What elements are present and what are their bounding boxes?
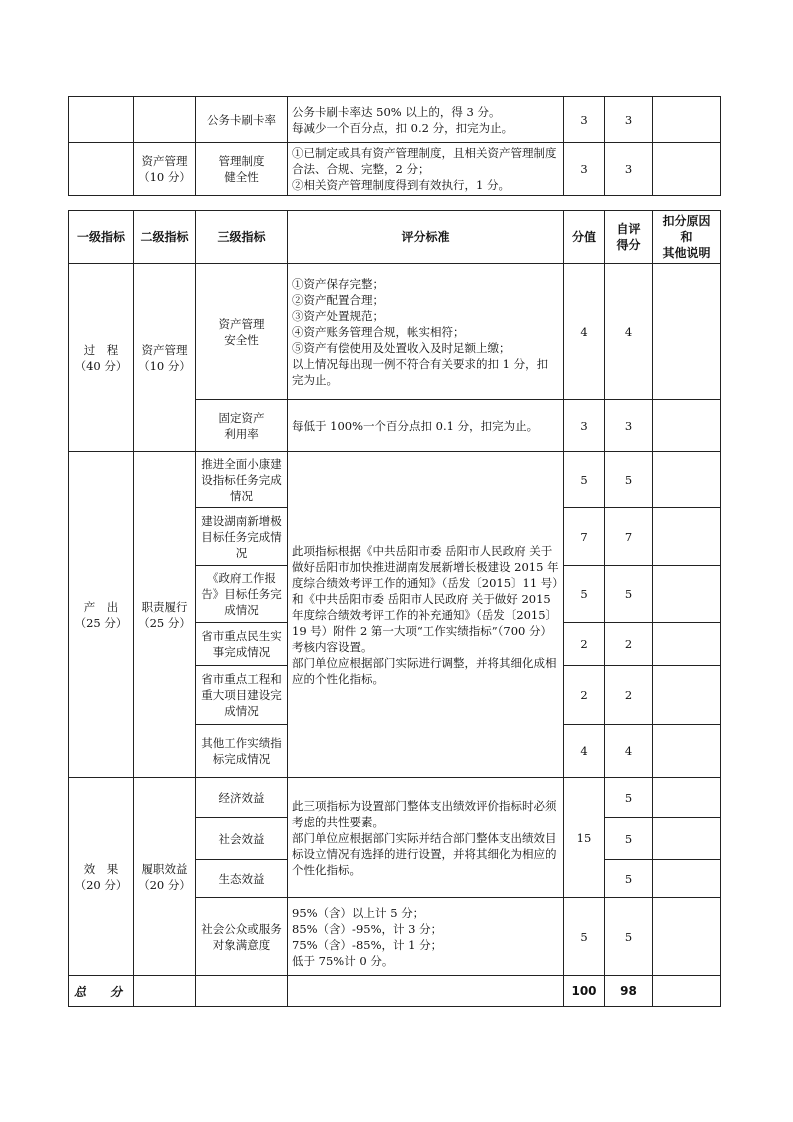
criteria-cell: 每低于 100%一个百分点扣 0.1 分，扣完为止。	[288, 400, 564, 452]
l2-duty: 职责履行 （25 分）	[134, 452, 196, 778]
l3-cell: 生态效益	[196, 860, 288, 898]
total-label: 总 分	[69, 976, 134, 1007]
criteria-cell: ①资产保存完整； ②资产配置合理； ③资产处置规范； ④资产账务管理合规，帐实相符； ⑤资产有偿使用及处置收入及时足额上缴； 以上情况每出现一例不符合有关要求的扣 1 分，扣完为止。	[288, 264, 564, 400]
score-cell: 15	[564, 778, 605, 898]
table-row	[69, 452, 721, 508]
self-score-cell: 3	[605, 400, 653, 452]
self-score-cell: 5	[605, 452, 653, 508]
l3-cell: 社会效益	[196, 818, 288, 860]
total-row	[69, 976, 721, 1007]
score-cell: 2	[564, 623, 605, 666]
header-criteria: 评分标准	[288, 211, 564, 264]
criteria-cell: 此三项指标为设置部门整体支出绩效评价指标时必须考虑的共性要素。 部门单位应根据部门实际并结合部门整体支出绩效目标设立情况有选择的进行设置，并将其细化为相应的个性化指标。	[288, 778, 564, 898]
l3-cell: 建设湖南新增极目标任务完成情况	[196, 508, 288, 566]
self-score-cell: 5	[605, 566, 653, 623]
self-score-cell: 2	[605, 623, 653, 666]
l1-process: 过 程 （40 分）	[69, 264, 134, 452]
self-score-cell: 4	[605, 725, 653, 778]
l3-cell: 社会公众或服务对象满意度	[196, 898, 288, 976]
self-score-cell: 2	[605, 666, 653, 725]
score-cell: 3	[564, 400, 605, 452]
criteria-cell: 95%（含）以上计 5 分； 85%（含）-95%，计 3 分； 75%（含）-85%，计 1 分； 低于 75%计 0 分。	[288, 898, 564, 976]
header-notes: 扣分原因和 其他说明	[653, 211, 721, 264]
self-score-cell: 3	[605, 143, 653, 196]
top-table	[68, 96, 721, 196]
score-cell: 4	[564, 725, 605, 778]
l3-cell: 经济效益	[196, 778, 288, 818]
l3-cell: 固定资产 利用率	[196, 400, 288, 452]
l3-cell: 其他工作实绩指标完成情况	[196, 725, 288, 778]
main-table	[68, 210, 721, 1007]
table-row	[69, 264, 721, 400]
header-self-score: 自评 得分	[605, 211, 653, 264]
l1-output: 产 出 （25 分）	[69, 452, 134, 778]
self-score-cell: 5	[605, 818, 653, 860]
table-row	[69, 778, 721, 818]
score-cell: 3	[564, 97, 605, 143]
header-l2: 二级指标	[134, 211, 196, 264]
criteria-cell: 公务卡刷卡率达 50% 以上的，得 3 分。 每减少一个百分点，扣 0.2 分，扣完为止。	[288, 97, 564, 143]
criteria-cell: ①已制定或具有资产管理制度，且相关资产管理制度合法、合规、完整，2 分； ②相关资产管理制度得到有效执行，1 分。	[288, 143, 564, 196]
score-cell: 5	[564, 566, 605, 623]
total-self-score: 98	[605, 976, 653, 1007]
self-score-cell: 7	[605, 508, 653, 566]
l3-cell: 省市重点工程和重大项目建设完成情况	[196, 666, 288, 725]
table-row	[69, 143, 721, 196]
self-score-cell: 3	[605, 97, 653, 143]
self-score-cell: 5	[605, 898, 653, 976]
l3-cell: 资产管理 安全性	[196, 264, 288, 400]
score-cell: 4	[564, 264, 605, 400]
score-cell: 3	[564, 143, 605, 196]
header-score: 分值	[564, 211, 605, 264]
criteria-cell: 此项指标根据《中共岳阳市委 岳阳市人民政府 关于做好岳阳市加快推进湖南发展新增长极建设 2015 年度综合绩效考评工作的通知》（岳发〔2015〕11 号）和《中共岳阳市委 岳阳市人民政府 关于做好 2015 年度综合绩效考评工作的补充通知》（岳发〔2015〕19 号）附件 2 第一大项“工作实绩指标”（700 分）考核内容设置。 部门单位应根据部门实际进行调整，并将其细化成相应的个性化指标。	[288, 452, 564, 778]
header-row	[69, 211, 721, 264]
l3-cell: 省市重点民生实事完成情况	[196, 623, 288, 666]
header-l1: 一级指标	[69, 211, 134, 264]
self-score-cell: 4	[605, 264, 653, 400]
l1-effect: 效 果 （20 分）	[69, 778, 134, 976]
score-cell: 2	[564, 666, 605, 725]
l2-cell: 资产管理 （10 分）	[134, 143, 196, 196]
score-cell: 5	[564, 898, 605, 976]
l3-cell: 管理制度 健全性	[196, 143, 288, 196]
table-row	[69, 97, 721, 143]
l3-cell: 公务卡刷卡率	[196, 97, 288, 143]
l3-cell: 推进全面小康建设指标任务完成情况	[196, 452, 288, 508]
header-l3: 三级指标	[196, 211, 288, 264]
l3-cell: 《政府工作报告》目标任务完成情况	[196, 566, 288, 623]
score-cell: 5	[564, 452, 605, 508]
self-score-cell: 5	[605, 778, 653, 818]
l2-benefit: 履职效益 （20 分）	[134, 778, 196, 976]
total-score: 100	[564, 976, 605, 1007]
l2-asset-management: 资产管理 （10 分）	[134, 264, 196, 452]
self-score-cell: 5	[605, 860, 653, 898]
score-cell: 7	[564, 508, 605, 566]
